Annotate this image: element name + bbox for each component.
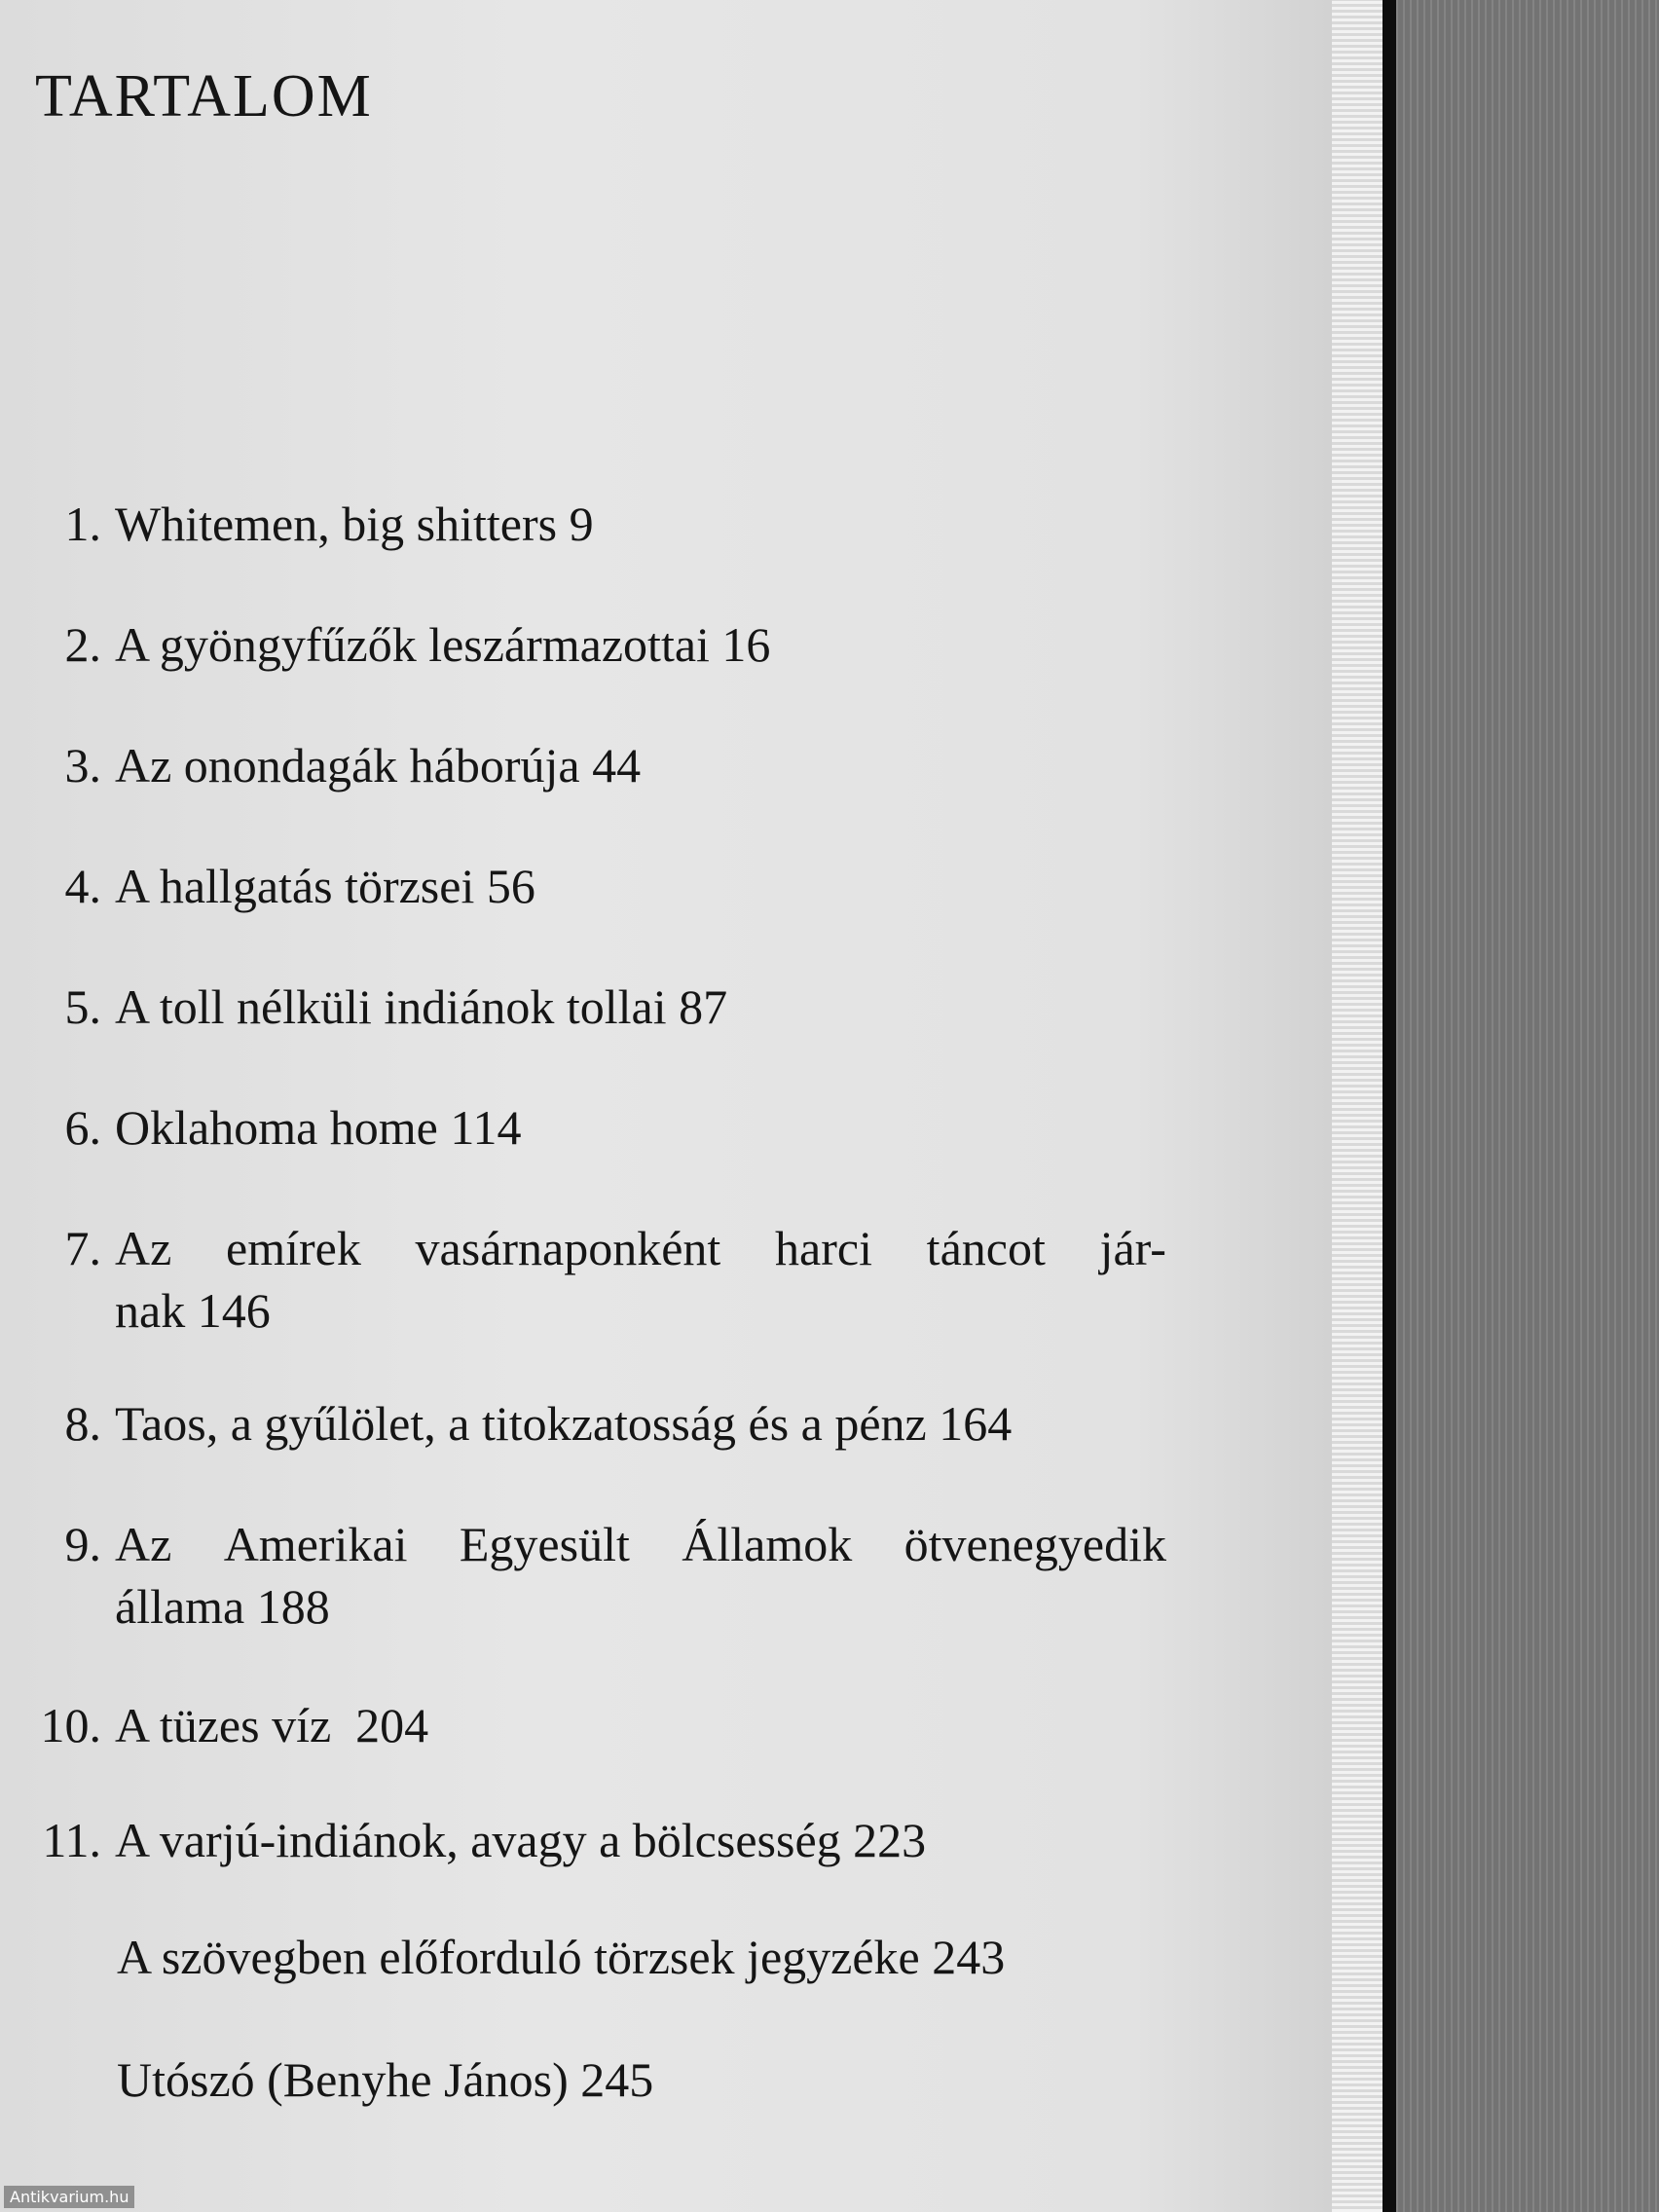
entry-number: 5. [64, 979, 101, 1034]
entry-number: 2. [64, 617, 101, 672]
entry-word: Államok [682, 1517, 853, 1571]
entry-word: jár- [1099, 1221, 1166, 1275]
entry-word: Amerikai [223, 1517, 408, 1571]
entry-title: A varjú-indiánok, avagy a bölcsesség 223 [115, 1813, 927, 1867]
entry-number: 6. [64, 1100, 101, 1155]
book-binding [1382, 0, 1396, 2212]
entry-word: harci [775, 1221, 872, 1275]
entry-title-line-2: nak 146 [115, 1283, 271, 1338]
toc-entry-9 [27, 1513, 1166, 1638]
entry-title: Oklahoma home 114 [115, 1100, 522, 1155]
entry-word: ötvenegyedik [903, 1517, 1166, 1571]
entry-number: 1. [64, 497, 101, 551]
entry-number: 7. [64, 1221, 101, 1275]
watermark: Antikvarium.hu [4, 2186, 134, 2208]
entry-title: Taos, a gyűlölet, a titokzatosság és a pénz 164 [115, 1396, 1013, 1451]
page-title: TARTALOM [35, 63, 373, 129]
entry-number: 10. [40, 1698, 101, 1752]
entry-word: Egyesült [459, 1517, 630, 1571]
entry-number: 3. [64, 738, 101, 793]
entry-title-line-2: állama 188 [115, 1579, 330, 1634]
entry-word: vasárnaponként [415, 1221, 721, 1275]
toc-entry-6 [27, 1096, 1166, 1159]
entry-title-line-1 [115, 1217, 1166, 1279]
entry-number: 9. [64, 1517, 101, 1571]
toc-entry-1 [27, 493, 1166, 555]
toc-appendix-tribes: A szövegben előforduló törzsek jegyzéke 243 [117, 1930, 1006, 1984]
entry-number: 8. [64, 1396, 101, 1451]
entry-title: A tüzes víz 204 [115, 1698, 429, 1752]
toc-appendix-afterword: Utószó (Benyhe János) 245 [117, 2052, 654, 2107]
entry-word: Az [115, 1221, 172, 1275]
entry-title: A hallgatás törzsei 56 [115, 859, 535, 913]
toc-entry-10 [27, 1694, 1166, 1756]
entry-word: Az [115, 1517, 172, 1571]
toc-entry-3 [27, 734, 1166, 796]
toc-entry-2 [27, 613, 1166, 676]
entry-title-line-1 [115, 1513, 1166, 1575]
page-edge [1332, 0, 1382, 2212]
entry-title: Az onondagák háborúja 44 [115, 738, 642, 793]
toc-entry-7 [27, 1217, 1166, 1342]
entry-word: emírek [226, 1221, 361, 1275]
toc-entry-4 [27, 855, 1166, 917]
entry-title: A toll nélküli indiánok tollai 87 [115, 979, 728, 1034]
toc-entry-8 [27, 1392, 1166, 1455]
entry-word: táncot [926, 1221, 1046, 1275]
background-surface [1396, 0, 1659, 2212]
entry-number: 4. [64, 859, 101, 913]
entry-number: 11. [42, 1813, 101, 1867]
entry-title: A gyöngyfűzők leszármazottai 16 [115, 617, 771, 672]
toc-entry-11 [27, 1809, 1166, 1871]
entry-title: Whitemen, big shitters 9 [115, 497, 594, 551]
toc-entry-5 [27, 976, 1166, 1038]
